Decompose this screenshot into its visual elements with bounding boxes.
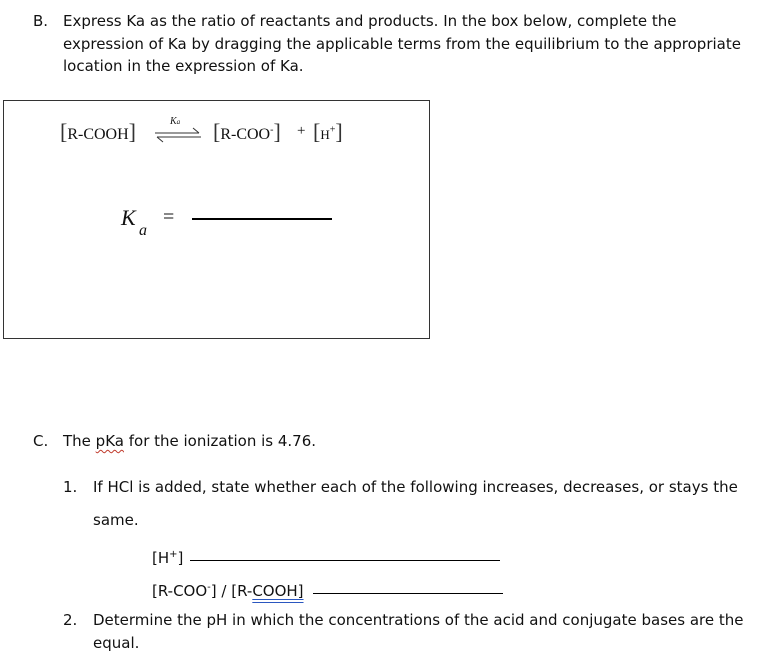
fraction-drop-line[interactable]: [192, 218, 332, 220]
ka-symbol: K: [121, 205, 136, 230]
pka-term: pKa: [95, 432, 124, 450]
question-2-number: 2.: [63, 611, 78, 629]
question-1-line-2: same.: [93, 511, 139, 529]
h-answer-line[interactable]: [190, 560, 500, 561]
question-1-number: 1.: [63, 478, 78, 496]
section-b-line-3: location in the expression of Ka.: [63, 57, 304, 75]
ratio-label: [R-COO-] / [R-COOH]: [152, 582, 304, 600]
left-bracket-icon: [: [60, 119, 68, 144]
section-c-intro: The pKa for the ionization is 4.76.: [63, 432, 317, 450]
left-bracket-icon: [: [213, 119, 221, 144]
right-bracket-icon: ]: [335, 119, 343, 144]
ratio-answer-line[interactable]: [313, 593, 503, 594]
section-b-line-2: expression of Ka by dragging the applicable terms from the equilibrium to the appropriate: [63, 35, 741, 53]
question-1-line-1: If HCl is added, state whether each of the following increases, decreases, or stays the: [93, 478, 738, 496]
section-b-line-1: Express Ka as the ratio of reactants and products. In the box below, complete the: [63, 12, 677, 30]
section-b-letter: B.: [33, 12, 49, 30]
arrow-ka-label: Ka: [170, 116, 181, 127]
section-c-letter: C.: [33, 432, 49, 450]
plus-sign: +: [297, 123, 306, 139]
question-2-line-1: Determine the pH in which the concentrations of the acid and conjugate bases are the: [93, 611, 744, 629]
term-product-carboxylate[interactable]: [R-COO-]: [213, 119, 281, 144]
right-bracket-icon: ]: [128, 119, 136, 144]
right-bracket-icon: ]: [273, 119, 281, 144]
left-bracket-icon: [: [313, 119, 321, 144]
term-reactant[interactable]: [R-COOH]: [60, 119, 136, 144]
ka-subscript: a: [139, 222, 147, 239]
term-product-hydrogen[interactable]: [H+]: [313, 119, 343, 144]
question-2-line-2: equal.: [93, 634, 140, 652]
equals-sign: =: [163, 206, 175, 228]
h-concentration-label: [H+]: [152, 549, 184, 567]
